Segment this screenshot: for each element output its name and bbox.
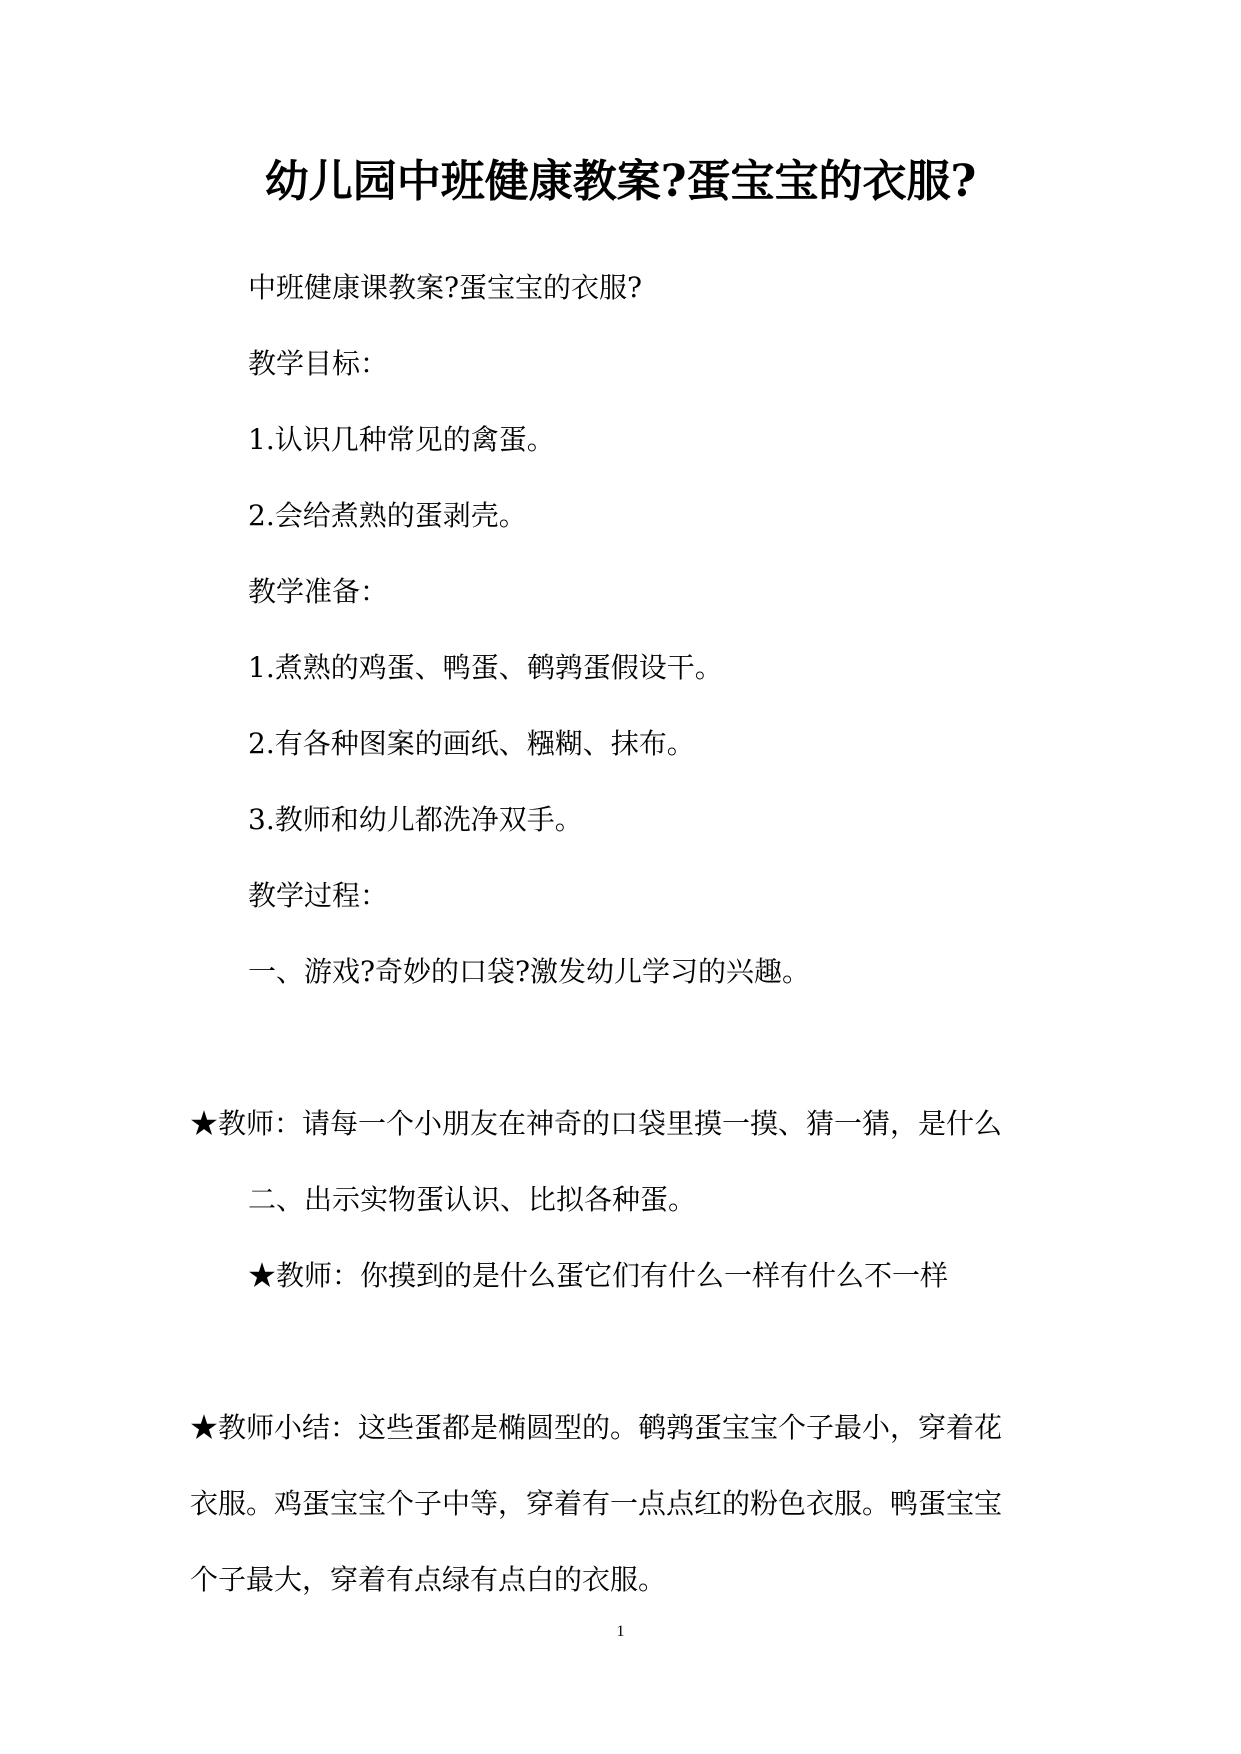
- teacher-summary-line-1: ★教师小结：这些蛋都是椭圆型的。鹌鹑蛋宝宝个子最小，穿着花: [190, 1411, 1003, 1444]
- teacher-summary-line-2: 衣服。鸡蛋宝宝个子中等，穿着有一点点红的粉色衣服。鸭蛋宝宝: [190, 1487, 1003, 1520]
- subtitle-line: 中班健康课教案?蛋宝宝的衣服?: [248, 271, 643, 304]
- process-step-1: 一、游戏?奇妙的口袋?激发幼儿学习的兴趣。: [248, 955, 811, 988]
- preparation-item-2: 2.有各种图案的画纸、糨糊、抹布。: [248, 727, 695, 760]
- goal-item-1: 1.认识几种常见的禽蛋。: [248, 423, 555, 456]
- goal-item-2: 2.会给煮熟的蛋剥壳。: [248, 499, 527, 532]
- preparation-item-1: 1.煮熟的鸡蛋、鸭蛋、鹌鹑蛋假设干。: [248, 651, 723, 684]
- section-heading-preparation: 教学准备：: [248, 575, 389, 608]
- teacher-prompt-2: ★教师：你摸到的是什么蛋它们有什么一样有什么不一样: [248, 1259, 949, 1292]
- page-number: 1: [616, 1623, 625, 1640]
- section-heading-process: 教学过程：: [248, 879, 389, 912]
- teacher-summary-line-3: 个子最大，穿着有点绿有点白的衣服。: [190, 1563, 667, 1596]
- process-step-2: 二、出示实物蛋认识、比拟各种蛋。: [248, 1183, 697, 1216]
- preparation-item-3: 3.教师和幼儿都洗净双手。: [248, 803, 583, 836]
- section-heading-goals: 教学目标：: [248, 347, 389, 380]
- document-title: 幼儿园中班健康教案?蛋宝宝的衣服?: [264, 156, 977, 207]
- teacher-prompt-1: ★教师：请每一个小朋友在神奇的口袋里摸一摸、猜一猜，是什么: [190, 1107, 1003, 1140]
